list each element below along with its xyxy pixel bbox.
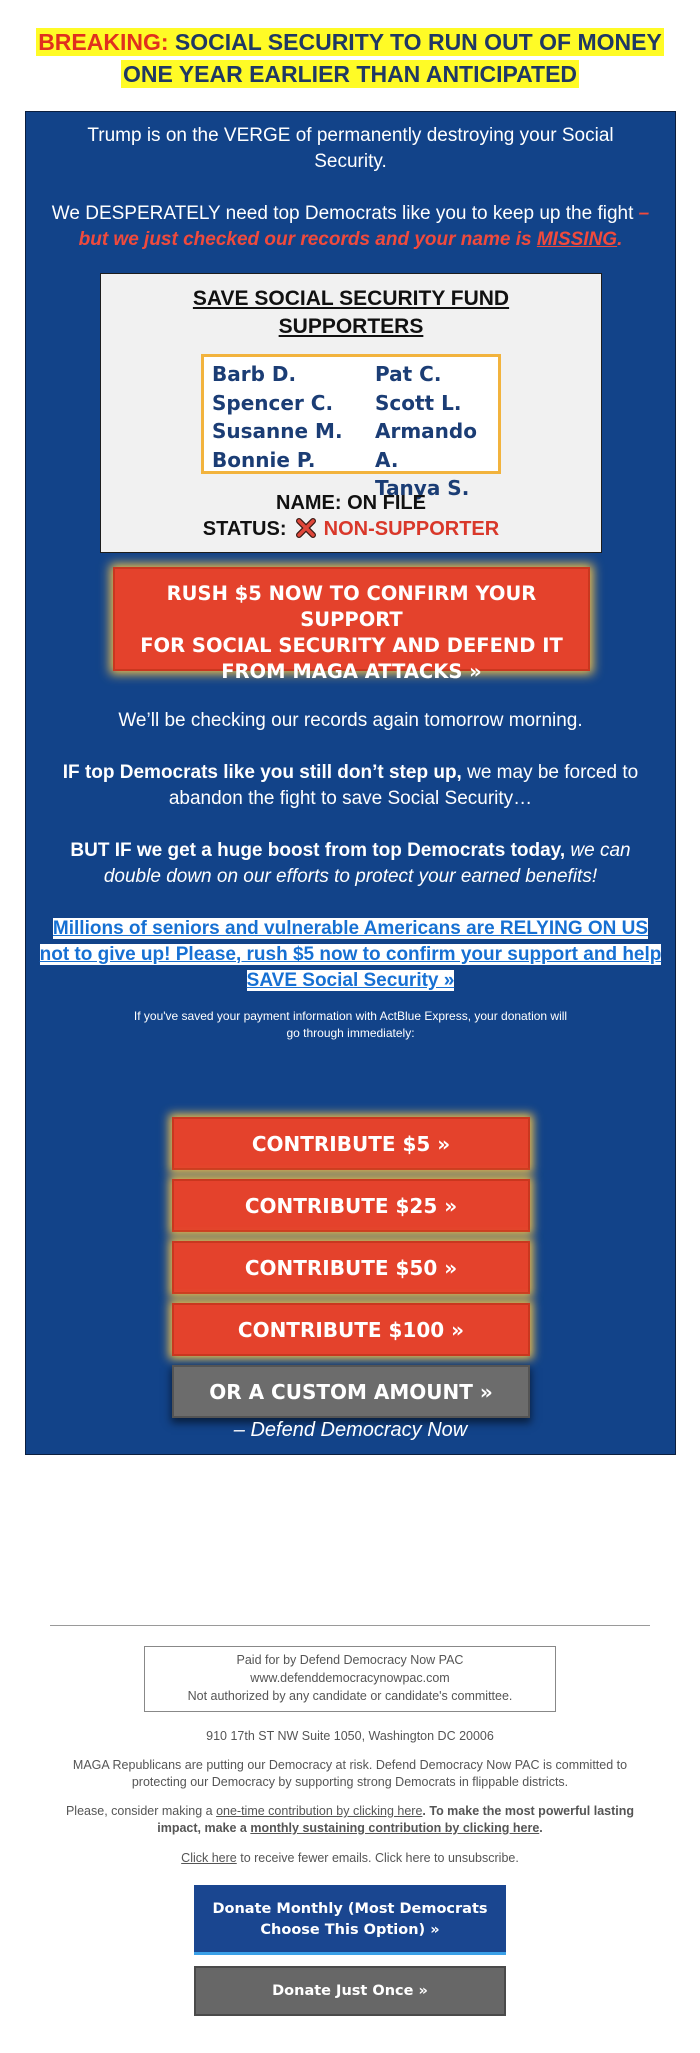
headline-line-2: ONE YEAR EARLIER THAN ANTICIPATED bbox=[122, 61, 578, 87]
desperate-plain: We DESPERATELY need top Democrats like you to keep up the fight bbox=[51, 203, 634, 224]
if-bold: IF top Democrats like you still don’t step up, bbox=[62, 762, 462, 783]
red-x-icon bbox=[296, 518, 316, 538]
consider-prefix: Please, consider making a bbox=[65, 1804, 213, 1818]
checking-records-text: We’ll be checking our records again tomorrow morning. bbox=[118, 710, 583, 731]
desperate-text bbox=[26, 201, 675, 253]
one-time-contribution-link[interactable]: one-time contribution by clicking here bbox=[216, 1804, 423, 1818]
monthly-contribution-link[interactable]: monthly sustaining contribution by clicking here bbox=[250, 1821, 540, 1835]
name-on-file: NAME: ON FILE bbox=[276, 492, 426, 514]
actblue-note: If you've saved your payment information with ActBlue Express, your donation will go through immediately: bbox=[133, 1009, 568, 1040]
mission-text: MAGA Republicans are putting our Democracy at risk. Defend Democracy Now PAC is committed to protecting our Democracy by supporting strong Democrats in flippable districts. bbox=[72, 1758, 628, 1789]
contribute-5-button[interactable]: CONTRIBUTE $5 » bbox=[172, 1117, 530, 1170]
donate-monthly-button[interactable] bbox=[194, 1885, 506, 1955]
fewer-emails-link[interactable]: Click here bbox=[181, 1851, 237, 1865]
if-step-up-text bbox=[26, 760, 675, 812]
breaking-headline bbox=[0, 0, 700, 90]
not-authorized-text: Not authorized by any candidate or candidate's committee. bbox=[187, 1689, 513, 1703]
millions-link-paragraph bbox=[26, 916, 675, 994]
status-label: STATUS: bbox=[202, 518, 287, 540]
breaking-label: BREAKING: bbox=[38, 29, 169, 55]
card-title bbox=[101, 285, 601, 341]
supporter-names-box bbox=[201, 354, 501, 500]
blue-appeal-panel bbox=[25, 111, 676, 1455]
rush-cta-line-1: RUSH $5 NOW TO CONFIRM YOUR SUPPORT bbox=[166, 582, 537, 631]
supporters-card bbox=[100, 273, 602, 553]
website-text: www.defenddemocracynowpac.com bbox=[250, 1671, 450, 1685]
supporter-name: Scott L. bbox=[375, 390, 462, 415]
donate-once-button[interactable]: Donate Just Once » bbox=[194, 1966, 506, 2016]
if-rest: we may be forced to abandon the fight to save Social Security… bbox=[168, 762, 639, 809]
consider-mid: . To make the most powerful lasting impact, make a bbox=[157, 1804, 635, 1835]
donate-monthly-line-1: Donate Monthly (Most Democrats bbox=[212, 1901, 488, 1917]
supporter-name: Tanya S. bbox=[375, 476, 470, 500]
names-column-2 bbox=[375, 360, 498, 503]
footer-divider bbox=[50, 1625, 650, 1626]
contribute-25-button[interactable]: CONTRIBUTE $25 » bbox=[172, 1179, 530, 1232]
but-bold: BUT IF we get a huge boost from top Democrats today, bbox=[70, 840, 566, 861]
millions-rush-link[interactable]: Millions of seniors and vulnerable Americans are RELYING ON US not to give up! Please, rush $5 now to confirm your support and help SAVE Social Security » bbox=[39, 918, 662, 991]
fewer-emails-rest: to receive fewer emails. Click here to unsubscribe. bbox=[240, 1851, 519, 1865]
intro-text: Trump is on the VERGE of permanently destroying your Social Security. bbox=[87, 125, 614, 172]
rush-cta-line-3: FROM MAGA ATTACKS » bbox=[221, 660, 482, 683]
donate-monthly-line-2: Choose This Option) » bbox=[260, 1922, 440, 1938]
address-text: 910 17th ST NW Suite 1050, Washington DC 20006 bbox=[206, 1729, 494, 1743]
fewer-emails-text bbox=[50, 1850, 650, 1867]
consider-end: . bbox=[539, 1821, 543, 1835]
signature: – Defend Democracy Now bbox=[233, 1419, 468, 1441]
contribute-100-button[interactable]: CONTRIBUTE $100 » bbox=[172, 1303, 530, 1356]
desperate-red-text: – but we just checked our records and your name is bbox=[78, 203, 650, 250]
supporter-name: Pat C. bbox=[375, 362, 442, 386]
contribute-50-button[interactable]: CONTRIBUTE $50 » bbox=[172, 1241, 530, 1294]
supporter-name: Bonnie P. bbox=[212, 447, 316, 472]
names-column-1 bbox=[212, 360, 343, 474]
rush-5-confirm-button[interactable] bbox=[113, 567, 590, 683]
supporter-name: Spencer C. bbox=[212, 390, 334, 415]
paid-for-disclaimer bbox=[144, 1646, 556, 1712]
but-if-boost-text bbox=[26, 838, 675, 890]
rush-cta-line-2: FOR SOCIAL SECURITY AND DEFEND IT bbox=[140, 634, 563, 657]
status-value: NON-SUPPORTER bbox=[323, 518, 500, 540]
card-title-line-1: SAVE SOCIAL SECURITY FUND bbox=[192, 287, 510, 310]
paid-for-text: Paid for by Defend Democracy Now PAC bbox=[236, 1653, 464, 1667]
custom-amount-button[interactable]: OR A CUSTOM AMOUNT » bbox=[172, 1365, 530, 1418]
card-title-line-2: SUPPORTERS bbox=[278, 315, 424, 338]
supporter-name: Armando A. bbox=[375, 419, 477, 472]
but-italic: we can double down on our efforts to protect your earned benefits! bbox=[103, 840, 631, 887]
supporter-name: Susanne M. bbox=[212, 419, 343, 443]
supporter-name: Barb D. bbox=[212, 362, 297, 386]
consider-contribution-text bbox=[50, 1803, 650, 1837]
headline-line-1: SOCIAL SECURITY TO RUN OUT OF MONEY bbox=[174, 29, 662, 55]
missing-word: MISSING bbox=[536, 229, 618, 250]
status-line bbox=[101, 516, 601, 542]
missing-period: . bbox=[617, 229, 623, 250]
